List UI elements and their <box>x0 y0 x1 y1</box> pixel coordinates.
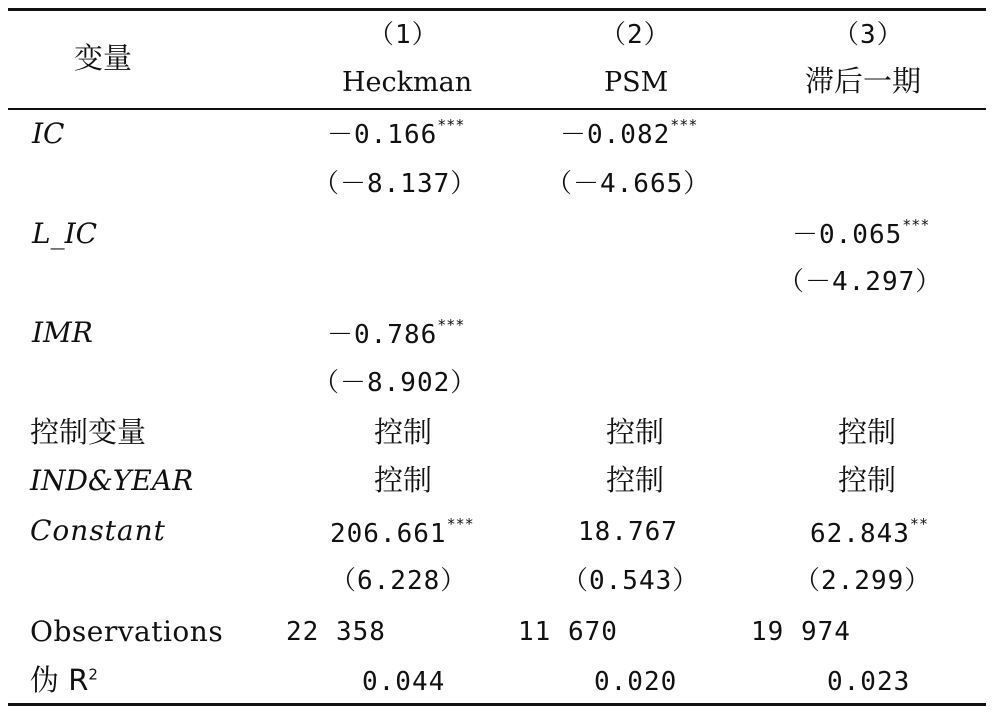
col3-name: 滞后一期 <box>805 64 922 98</box>
header-rule <box>8 108 986 110</box>
l-ic-col3-coef <box>792 216 930 250</box>
row-label-l-ic: L_IC <box>32 217 98 250</box>
col2-number: （2） <box>600 20 671 50</box>
row-label-observations: Observations <box>30 615 224 648</box>
constant-col1-t: （6.228） <box>330 566 468 596</box>
coef-value: 18.767 <box>578 517 678 547</box>
controls-col2: 控制 <box>606 415 665 449</box>
coef-value: 206.661 <box>330 519 447 549</box>
col3-number: （3） <box>833 20 904 50</box>
row-label-ic: IC <box>32 117 65 150</box>
col1-name: Heckman <box>342 67 473 98</box>
significance-stars: *** <box>437 116 465 134</box>
ind-year-col1: 控制 <box>374 463 433 497</box>
col2-name: PSM <box>604 67 669 98</box>
imr-col1-coef <box>327 316 465 350</box>
significance-stars: *** <box>902 216 930 234</box>
ic-col2-t: （－4.665） <box>546 169 711 199</box>
variable-header: 变量 <box>74 41 133 75</box>
constant-col2-t: （0.543） <box>562 566 700 596</box>
coef-value: －0.082 <box>560 120 671 150</box>
significance-stars: *** <box>446 515 474 533</box>
observations-col2: 11 670 <box>518 617 618 647</box>
ic-col2-coef <box>560 116 698 150</box>
constant-col3-t: （2.299） <box>794 566 932 596</box>
constant-col3-coef <box>810 515 928 549</box>
controls-col1: 控制 <box>374 415 433 449</box>
coef-value: －0.065 <box>792 220 903 250</box>
bottom-rule <box>8 703 986 706</box>
controls-col3: 控制 <box>838 415 897 449</box>
ic-col1-t: （－8.137） <box>313 169 478 199</box>
ind-year-col2: 控制 <box>606 463 665 497</box>
constant-col1-coef <box>330 515 474 549</box>
col1-number: （1） <box>368 20 439 50</box>
row-label-constant: Constant <box>30 514 166 547</box>
row-label-controls: 控制变量 <box>30 415 147 449</box>
ind-year-col3: 控制 <box>838 463 897 497</box>
coef-value: 62.843 <box>810 519 910 549</box>
coef-value: －0.786 <box>327 320 438 350</box>
top-rule <box>8 8 986 11</box>
imr-col1-t: （－8.902） <box>313 368 478 398</box>
observations-col3: 19 974 <box>751 617 851 647</box>
row-label-pseudo-r2 <box>30 663 98 697</box>
pseudo-r2-col3: 0.023 <box>827 667 911 697</box>
constant-col2-coef <box>578 519 678 545</box>
l-ic-col3-t: （－4.297） <box>778 267 943 297</box>
pseudo-r2-col2: 0.020 <box>594 667 678 697</box>
row-label-ind-year: IND&YEAR <box>30 464 194 497</box>
significance-stars: ** <box>909 515 928 533</box>
pseudo-r2-label: 伪 R <box>30 663 89 697</box>
observations-col1: 22 358 <box>286 617 386 647</box>
pseudo-r2-col1: 0.044 <box>362 667 446 697</box>
superscript: 2 <box>88 665 98 684</box>
coef-value: －0.166 <box>327 120 438 150</box>
ic-col1-coef <box>327 116 465 150</box>
row-label-imr: IMR <box>32 316 93 349</box>
significance-stars: *** <box>437 316 465 334</box>
significance-stars: *** <box>670 116 698 134</box>
